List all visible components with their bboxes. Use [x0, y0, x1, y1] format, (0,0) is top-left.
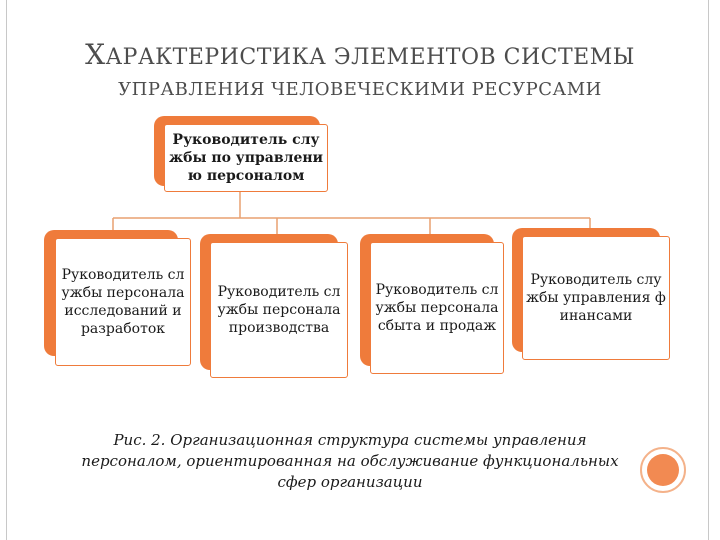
org-box-sales — [370, 242, 504, 374]
org-box-finance-label: Руководитель службы управления финансами — [526, 272, 666, 324]
decorative-circle-inner — [647, 454, 679, 486]
title-line-2: УПРАВЛЕНИЯ ЧЕЛОВЕЧЕСКИМИ РЕСУРСАМИ — [118, 79, 602, 100]
org-box-research — [55, 238, 191, 366]
org-box-production-label: Руководитель службы персонала производства — [217, 284, 341, 336]
org-box-production — [210, 242, 348, 378]
org-box-root-label: Руководитель службы по управлению персоналом — [168, 132, 324, 184]
org-box-research-label: Руководитель службы персонала исследований и разработок — [61, 267, 185, 337]
org-box-finance — [522, 236, 670, 360]
org-box-sales-label: Руководитель службы персонала сбыта и продаж — [375, 282, 499, 334]
org-box-root — [164, 124, 328, 192]
title-line-1: ХАРАКТЕРИСТИКА ЭЛЕМЕНТОВ СИСТЕМЫ — [85, 38, 635, 71]
figure-caption: Рис. 2. Организационная структура системы управления персоналом, ориентированная на обслуживание функциональных сфер организации — [81, 431, 619, 491]
